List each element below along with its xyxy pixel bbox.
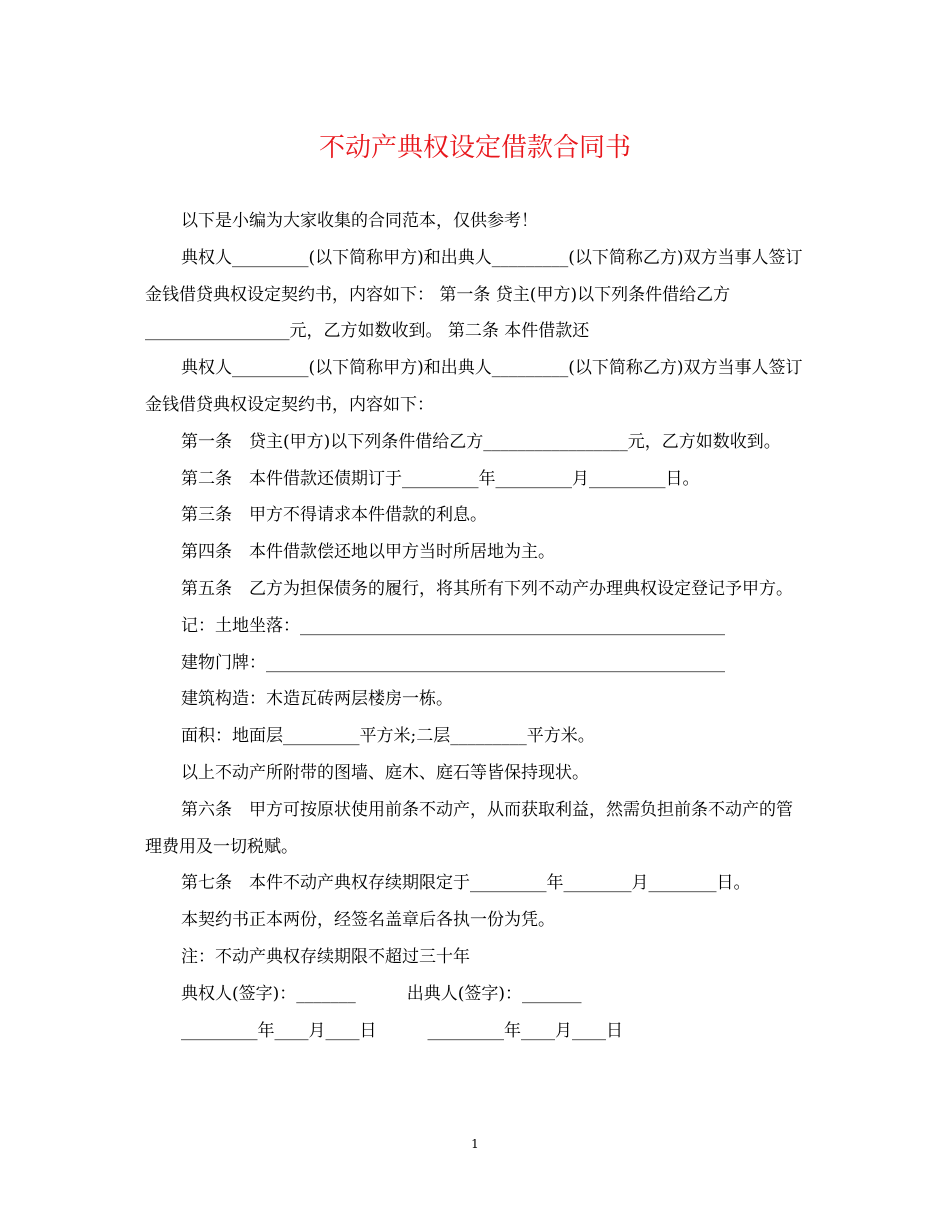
intro-paragraph: 以下是小编为大家收集的合同范本，仅供参考！ — [181, 211, 538, 231]
document-body — [145, 203, 805, 1049]
fixtures-line: 以上不动产所附带的图墙、庭木、庭石等皆保持现状。 — [181, 762, 589, 783]
building-number-line: 建物门牌：______________________________________________________ — [181, 652, 725, 673]
preamble-paragraph: 典权人_________(以下简称甲方)和出典人_________(以下简称乙方)双方当事人签订金钱借贷典权设定契约书，内容如下： 第一条 贷主(甲方)以下列条件借给乙方_________________元，乙方如数收到。 第二条 本件借款还 — [145, 247, 803, 342]
article-7: 第七条 本件不动产典权存续期限定于_________年________月________日。 — [181, 873, 751, 894]
area-line: 面积：地面层_________平方米;二层_________平方米。 — [181, 726, 595, 747]
note-line: 注：不动产典权存续期限不超过三十年 — [181, 946, 470, 967]
land-location-line: 记：土地坐落：__________________________________________________ — [181, 615, 725, 636]
article-1: 第一条 贷主(甲方)以下列条件借给乙方_________________元，乙方如数收到。 — [181, 431, 781, 452]
article-4: 第四条 本件借款偿还地以甲方当时所居地为主。 — [181, 542, 555, 563]
building-structure-line: 建筑构造：木造瓦砖两层楼房一栋。 — [181, 689, 453, 710]
article-6: 第六条 甲方可按原状使用前条不动产，从而获取利益，然需负担前条不动产的管理费用及一切税赋。 — [145, 799, 793, 857]
article-5: 第五条 乙方为担保债务的履行，将其所有下列不动产办理典权设定登记予甲方。 — [181, 578, 793, 599]
date-line: _________年____月____日 _________年____月____日 — [181, 1020, 623, 1041]
page-number: 1 — [471, 1137, 479, 1151]
copies-line: 本契约书正本两份，经签名盖章后各执一份为凭。 — [181, 910, 555, 931]
article-2: 第二条 本件借款还债期订于_________年_________月_________日。 — [181, 468, 700, 489]
document-title: 不动产典权设定借款合同书 — [318, 133, 631, 163]
article-3: 第三条 甲方不得请求本件借款的利息。 — [181, 505, 487, 526]
parties-paragraph: 典权人_________(以下简称甲方)和出典人_________(以下简称乙方)双方当事人签订金钱借贷典权设定契约书，内容如下： — [145, 358, 803, 415]
signature-line: 典权人(签字)：_______ 出典人(签字)：_______ — [181, 983, 582, 1004]
